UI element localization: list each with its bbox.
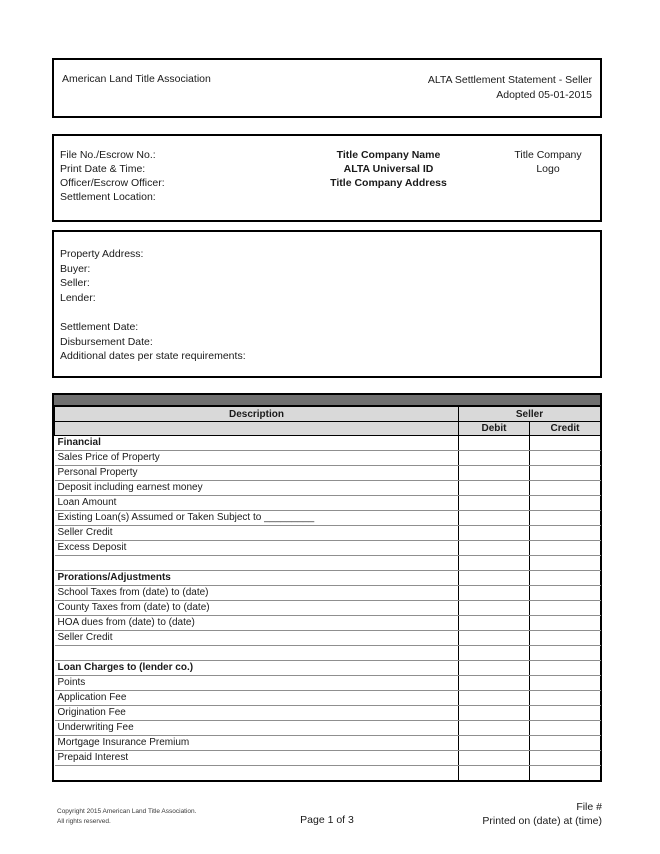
credit-cell [530,721,601,736]
table-row [55,766,601,781]
table-row [55,616,601,631]
debit-cell [459,451,530,466]
description-cell: Excess Deposit [55,541,459,556]
copyright-line1: Copyright 2015 American Land Title Association. [57,808,197,815]
credit-cell [530,466,601,481]
debit-cell [459,676,530,691]
credit-cell [530,601,601,616]
debit-cell [459,631,530,646]
debit-cell [459,706,530,721]
table-row [55,706,601,721]
description-cell: Sales Price of Property [55,451,459,466]
debit-cell [459,601,530,616]
credit-cell [530,556,601,571]
additional-dates-label: Additional dates per state requirements: [60,350,246,363]
table-row [55,601,601,616]
credit-cell [530,631,601,646]
title-company-logo-placeholder: Title Company Logo [514,149,582,175]
file-no-label: File No./Escrow No.: [60,149,156,161]
description-cell: Prorations/Adjustments [55,571,459,586]
disbursement-date-label: Disbursement Date: [60,335,153,348]
table-caption-bar [54,395,600,406]
description-header: Description [55,407,459,422]
credit-cell [530,736,601,751]
credit-cell [530,451,601,466]
table-row [55,571,601,586]
settlement-date-label: Settlement Date: [60,320,139,333]
table-row [55,631,601,646]
table-row [55,436,601,451]
adopted-date: Adopted 05-01-2015 [496,89,592,101]
title-company-address: Title Company Address [330,177,447,189]
table-body [55,436,601,781]
description-cell: Prepaid Interest [55,751,459,766]
debit-cell [459,436,530,451]
description-cell [55,646,459,661]
table-row [55,691,601,706]
credit-cell [530,481,601,496]
credit-cell [530,661,601,676]
table-row [55,721,601,736]
debit-cell [459,691,530,706]
seller-label: Seller: [60,277,90,290]
debit-header: Debit [459,422,530,436]
property-address-label: Property Address: [60,248,144,260]
description-cell: Application Fee [55,691,459,706]
debit-cell [459,661,530,676]
alta-universal-id: ALTA Universal ID [343,163,434,175]
description-cell: Seller Credit [55,526,459,541]
page-number: Page 1 of 3 [300,814,354,826]
description-cell: Personal Property [55,466,459,481]
table-row [55,496,601,511]
table-row [55,451,601,466]
copyright-block [52,797,242,828]
doc-title: ALTA Settlement Statement - Seller [427,74,592,86]
debit-cell [459,496,530,511]
print-date-label: Print Date & Time: [60,163,146,175]
buyer-label: Buyer: [60,262,91,275]
credit-cell [530,496,601,511]
credit-cell [530,706,601,721]
debit-cell [459,736,530,751]
debit-cell [459,541,530,556]
description-cell [55,766,459,781]
table-row [55,586,601,601]
description-cell: Loan Charges to (lender co.) [55,661,459,676]
credit-cell [530,511,601,526]
description-cell: Existing Loan(s) Assumed or Taken Subject to _________ [55,511,459,526]
table-row [55,481,601,496]
settlement-location-label: Settlement Location: [60,191,156,203]
debit-cell [459,556,530,571]
credit-header: Credit [530,422,601,436]
table-row [55,466,601,481]
lender-label: Lender: [60,291,96,304]
table-row [55,736,601,751]
printed-on-label: Printed on (date) at (time) [482,815,602,827]
table-header [55,407,601,436]
debit-cell [459,466,530,481]
description-cell: HOA dues from (date) to (date) [55,616,459,631]
debit-cell [459,751,530,766]
title-company-name: Title Company Name [336,149,441,161]
credit-cell [530,436,601,451]
debit-cell [459,511,530,526]
description-cell: County Taxes from (date) to (date) [55,601,459,616]
table-row [55,646,601,661]
debit-cell [459,766,530,781]
description-cell: Underwriting Fee [55,721,459,736]
description-cell: Mortgage Insurance Premium [55,736,459,751]
debit-cell [459,526,530,541]
empty-header-cell [55,422,459,436]
seller-group-header: Seller [459,407,601,422]
org-name: American Land Title Association [62,73,211,85]
table-row [55,541,601,556]
table-row [55,676,601,691]
debit-cell [459,721,530,736]
header-box [52,58,602,118]
property-box [52,230,602,378]
description-cell [55,556,459,571]
credit-cell [530,676,601,691]
title-company-block [275,148,502,220]
credit-cell [530,691,601,706]
description-cell: Seller Credit [55,631,459,646]
description-cell: Deposit including earnest money [55,481,459,496]
credit-cell [530,526,601,541]
debit-cell [459,646,530,661]
table-row [55,511,601,526]
officer-label: Officer/Escrow Officer: [60,177,165,189]
debit-cell [459,586,530,601]
copyright-line2: All rights reserved. [57,818,111,825]
table-row [55,556,601,571]
table-row [55,751,601,766]
company-box [52,134,602,222]
print-info-block [412,797,602,828]
description-cell: Loan Amount [55,496,459,511]
credit-cell [530,541,601,556]
table-row [55,526,601,541]
debit-cell [459,616,530,631]
description-cell: School Taxes from (date) to (date) [55,586,459,601]
doc-title-block [428,73,592,116]
description-cell: Financial [55,436,459,451]
description-cell: Origination Fee [55,706,459,721]
credit-cell [530,571,601,586]
debit-cell [459,481,530,496]
table-row [55,661,601,676]
spacer-line [60,305,594,320]
description-cell: Points [55,676,459,691]
file-info-labels [60,148,275,220]
debit-cell [459,571,530,586]
charges-table [52,393,602,782]
credit-cell [530,751,601,766]
file-number-label: File # [576,801,602,813]
credit-cell [530,646,601,661]
credit-cell [530,586,601,601]
page-footer [52,797,602,828]
credit-cell [530,766,601,781]
credit-cell [530,616,601,631]
